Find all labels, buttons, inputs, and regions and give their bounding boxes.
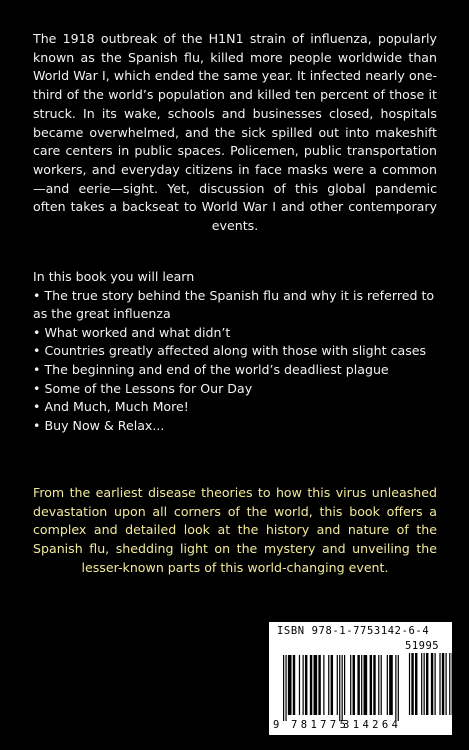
- barcode-bar: [285, 655, 286, 721]
- barcode-bar: [339, 655, 340, 721]
- isbn-barcode: [269, 622, 452, 735]
- barcode-bar: [353, 655, 355, 715]
- learn-list: [33, 287, 443, 436]
- list-item: [33, 287, 443, 324]
- bullet-icon: •: [33, 361, 41, 377]
- barcode-bar: [310, 655, 312, 715]
- barcode-bar: [446, 653, 447, 715]
- barcode-digit-first: 9: [273, 719, 280, 731]
- bullet-icon: •: [33, 380, 41, 396]
- barcode-bar: [424, 653, 425, 715]
- barcode-bar: [431, 653, 433, 715]
- barcode-bar: [439, 653, 440, 715]
- barcode-bar: [344, 655, 345, 715]
- barcode-bar: [331, 655, 333, 715]
- barcode-bar: [293, 655, 295, 715]
- barcode-digits-right: 314264: [343, 719, 402, 731]
- barcode-bar: [398, 655, 399, 721]
- barcode-bar: [337, 655, 338, 715]
- barcode-bar: [350, 655, 351, 715]
- barcode-bar: [378, 655, 379, 715]
- barcode-bar: [415, 653, 417, 715]
- list-item: [33, 398, 443, 417]
- barcode-bar: [449, 653, 450, 715]
- list-item: [33, 361, 443, 380]
- isbn-label: ISBN 978-1-7753142-6-4: [277, 625, 430, 637]
- list-item-text: Some of the Lessons for Our Day: [44, 380, 253, 396]
- barcode-bar: [288, 655, 292, 715]
- barcode-bar: [421, 653, 422, 715]
- barcode-bar: [299, 655, 300, 715]
- list-item-text: Countries greatly affected along with those with slight cases: [44, 343, 427, 359]
- barcode-bar: [305, 655, 307, 715]
- learn-section: [33, 268, 443, 435]
- barcode-bar: [411, 653, 413, 715]
- list-item-text: The true story behind the Spanish flu and why it is referred to as the great influenza: [33, 287, 435, 322]
- list-item-text: And Much, Much More!: [44, 399, 189, 415]
- barcode-bar: [303, 655, 304, 715]
- barcode-bar: [283, 655, 284, 721]
- barcode-bar: [328, 655, 329, 715]
- barcode-bar: [395, 655, 396, 721]
- bullet-icon: •: [33, 417, 41, 433]
- barcode-bar: [426, 653, 428, 715]
- barcode-bar: [357, 655, 359, 715]
- list-item: [33, 324, 443, 343]
- barcode-bar: [409, 653, 410, 715]
- bullet-icon: •: [33, 287, 41, 303]
- bullet-icon: •: [33, 399, 41, 415]
- barcode-bar: [381, 655, 382, 715]
- list-item: [33, 380, 443, 399]
- barcode-bar: [387, 655, 388, 715]
- list-item-text: Buy Now & Relax...: [44, 417, 165, 433]
- list-item-text: The beginning and end of the world’s deadliest plague: [44, 361, 389, 377]
- barcode-bar: [323, 655, 324, 715]
- list-item: [33, 417, 443, 436]
- bullet-icon: •: [33, 324, 41, 340]
- barcode-bar: [342, 655, 343, 721]
- closing-paragraph: From the earliest disease theories to how this virus unleashed devastation upon all corners of the world, this book offers a complex and detailed look at the history and nature of the Spanish flu, shedding light on the mystery and unveiling the lesser-known parts of this world-changing event.: [33, 485, 437, 575]
- barcode-digits-left: 781775: [291, 719, 350, 731]
- barcode-bar: [373, 655, 375, 715]
- barcode-bar: [370, 655, 372, 715]
- intro-paragraph: The 1918 outbreak of the H1N1 strain of influenza, popularly known as the Spanish flu, killed more people worldwide than World War I, which ended the same year. It infected nearly one-third of the world’s population and killed ten percent of those it struck. In its wake, schools and businesses closed, hospitals became overwhelmed, and the sick spilled out into makeshift care centers in public spaces. Policemen, public transportation workers, and everyday citizens in face masks were a common—and eerie—sight. Yet, discussion of this global pandemic often takes a backseat to World War I and other contemporary events.: [33, 31, 437, 234]
- list-item: [33, 342, 443, 361]
- barcode-bar: [314, 655, 318, 715]
- barcode-bar: [389, 655, 393, 715]
- barcode-bar: [318, 655, 320, 715]
- learn-heading: In this book you will learn: [33, 269, 195, 284]
- barcode-bar: [361, 655, 362, 715]
- bullet-icon: •: [33, 343, 41, 359]
- barcode-bar: [442, 653, 444, 715]
- barcode-bar: [364, 655, 368, 715]
- list-item-text: What worked and what didn’t: [44, 324, 231, 340]
- barcode-bar: [435, 653, 436, 715]
- price-code: 51995: [405, 640, 440, 652]
